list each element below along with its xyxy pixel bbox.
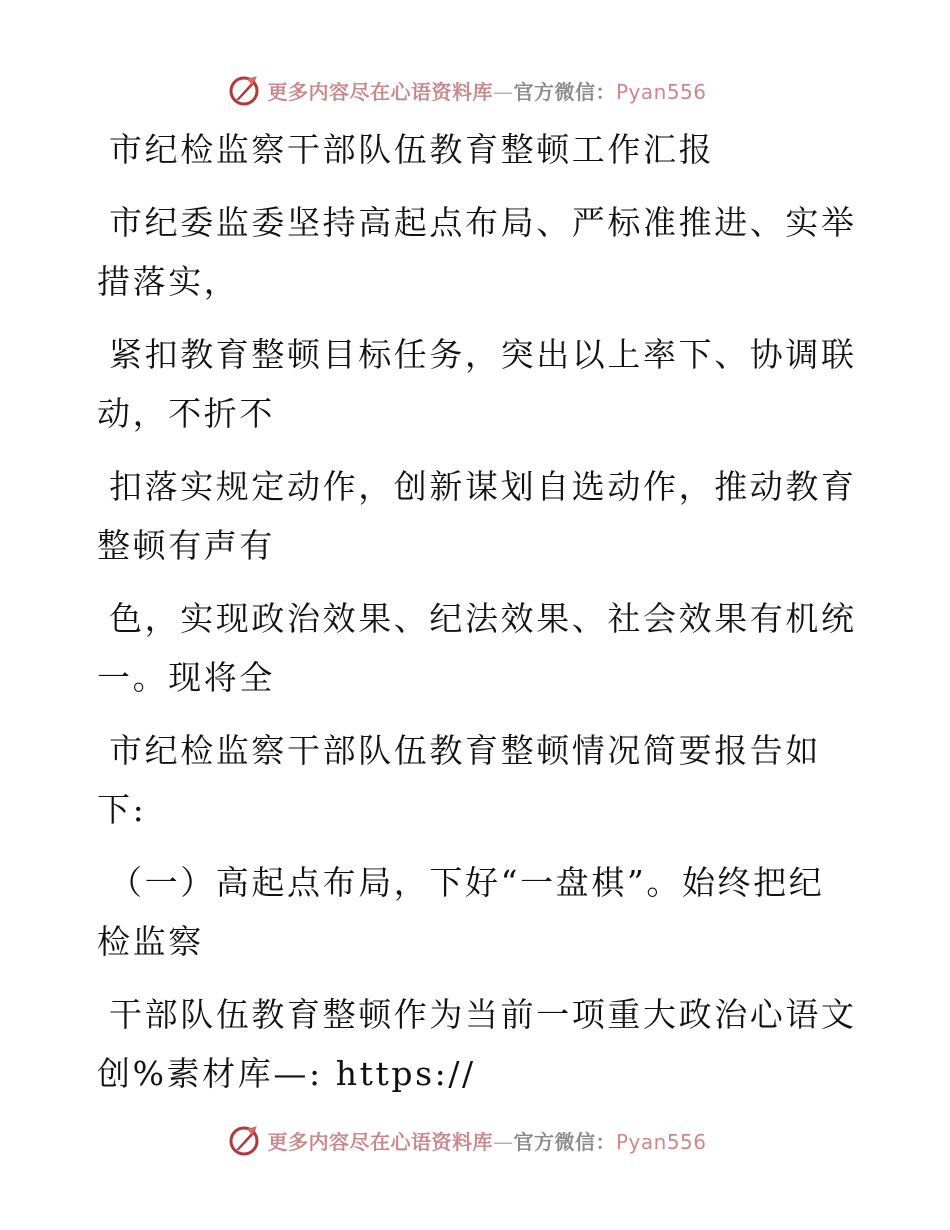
footer-watermark [0, 1120, 950, 1160]
quill-pen-logo-icon [227, 1123, 261, 1157]
paragraph-line: 措落实， [97, 262, 240, 301]
paragraph-line: 色，实现政治效果、纪法效果、社会效果有机统 [109, 599, 857, 638]
watermark-brand: 更多内容尽在心语资料库 [267, 79, 493, 104]
watermark-separator: — [492, 1129, 514, 1154]
paragraph-line: 市纪委监委坚持高起点布局、严标准推进、实举 [109, 203, 857, 242]
watermark-wechat-id: Pyan556 [615, 79, 707, 104]
watermark-wechat-label: 官方微信： [513, 1129, 616, 1154]
paragraph-line: 一。现将全 [97, 658, 275, 697]
watermark-brand: 更多内容尽在心语资料库 [267, 1129, 493, 1154]
watermark-content [227, 73, 706, 107]
paragraph-line: 动，不折不 [97, 394, 275, 433]
watermark-wechat-label: 官方微信： [513, 79, 616, 104]
paragraph-line: 下: [97, 790, 147, 829]
watermark-content [227, 1123, 706, 1157]
header-watermark [0, 70, 950, 110]
paragraph-line: 扣落实规定动作，创新谋划自选动作，推动教育 [109, 467, 857, 506]
watermark-text [267, 1126, 706, 1155]
document-body [97, 120, 857, 1103]
paragraph-line: 创%素材库—: https:// [97, 1054, 476, 1093]
watermark-separator: — [492, 79, 514, 104]
quill-pen-logo-icon [227, 73, 261, 107]
paragraph-line: 干部队伍教育整顿作为当前一项重大政治心语文 [109, 995, 857, 1034]
paragraph-line: 检监察 [97, 922, 204, 961]
document-title: 市纪检监察干部队伍教育整顿工作汇报 [109, 130, 715, 169]
paragraph-line: 整顿有声有 [97, 526, 275, 565]
watermark-wechat-id: Pyan556 [615, 1129, 707, 1154]
paragraph-line: 市纪检监察干部队伍教育整顿情况简要报告如 [109, 731, 821, 770]
paragraph-line: （一）高起点布局，下好“一盘棋”。始终把纪 [109, 863, 825, 902]
watermark-text [267, 76, 706, 105]
paragraph-line: 紧扣教育整顿目标任务，突出以上率下、协调联 [109, 335, 857, 374]
